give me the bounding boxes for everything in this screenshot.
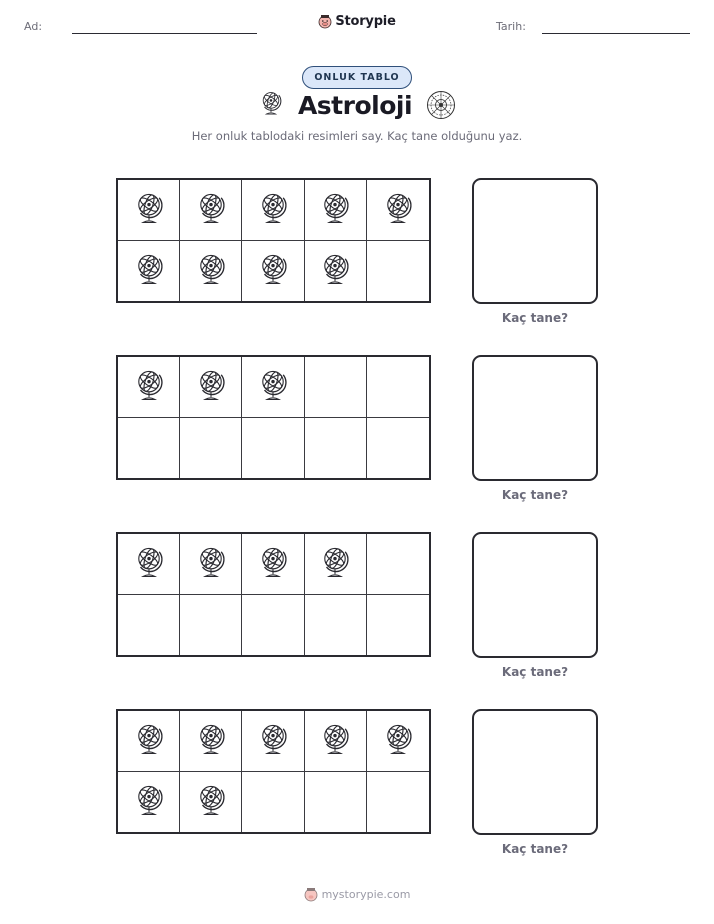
footer-url[interactable]: mystorypie.com — [321, 887, 411, 901]
ten-frame-cell — [367, 772, 429, 833]
ten-frame-cell — [180, 595, 242, 656]
armillary-globe-icon — [256, 252, 290, 290]
brand-name: Storypie — [335, 13, 396, 29]
armillary-globe-icon — [132, 368, 166, 406]
ten-frame-cell — [242, 418, 304, 479]
armillary-globe-icon — [194, 191, 228, 229]
ten-frame-cell — [242, 595, 304, 656]
ten-frame-cell — [242, 711, 304, 772]
ten-frame-2 — [116, 355, 431, 480]
armillary-globe-icon — [381, 191, 415, 229]
ten-frame-cell — [367, 357, 429, 418]
ten-frame-cell — [118, 534, 180, 595]
armillary-globe-icon — [194, 252, 228, 290]
worksheet-type-badge: ONLUK TABLO — [302, 66, 411, 89]
ten-frame-cell — [118, 180, 180, 241]
ten-frame-cell — [305, 241, 367, 302]
armillary-globe-icon — [318, 191, 352, 229]
ten-frame-cell — [305, 595, 367, 656]
armillary-globe-icon — [381, 722, 415, 760]
answer-box-4[interactable] — [472, 709, 598, 835]
ten-frame-cell — [367, 180, 429, 241]
date-label: Tarih: — [496, 20, 526, 33]
name-label: Ad: — [24, 20, 43, 33]
ten-frame-cell — [118, 241, 180, 302]
armillary-globe-icon — [318, 722, 352, 760]
armillary-globe-icon — [132, 252, 166, 290]
question-label-2: Kaç tane? — [501, 488, 569, 502]
pig-icon — [304, 886, 318, 902]
name-line[interactable] — [72, 33, 257, 34]
ten-frame-cell — [367, 534, 429, 595]
answer-box-3[interactable] — [472, 532, 598, 658]
question-label-1: Kaç tane? — [501, 311, 569, 325]
ten-frame-cell — [305, 180, 367, 241]
ten-frame-4 — [116, 709, 431, 834]
answer-box-2[interactable] — [472, 355, 598, 481]
ten-frame-cell — [242, 180, 304, 241]
ten-frame-cell — [180, 534, 242, 595]
ten-frame-cell — [180, 772, 242, 833]
armillary-globe-icon — [256, 368, 290, 406]
armillary-globe-icon — [256, 545, 290, 583]
ten-frame-cell — [367, 418, 429, 479]
armillary-globe-icon — [194, 545, 228, 583]
armillary-globe-icon — [194, 368, 228, 406]
armillary-globe-icon — [318, 252, 352, 290]
ten-frame-cell — [180, 418, 242, 479]
ten-frame-3 — [116, 532, 431, 657]
footer — [0, 886, 714, 902]
date-line[interactable] — [542, 33, 690, 34]
ten-frame-1 — [116, 178, 431, 303]
page-title: Astroloji — [297, 90, 413, 120]
question-label-3: Kaç tane? — [501, 665, 569, 679]
ten-frame-cell — [180, 711, 242, 772]
ten-frame-cell — [305, 418, 367, 479]
ten-frame-cell — [118, 711, 180, 772]
armillary-globe-icon — [318, 545, 352, 583]
ten-frame-cell — [180, 357, 242, 418]
ten-frame-cell — [180, 180, 242, 241]
armillary-globe-icon — [256, 191, 290, 229]
armillary-globe-icon — [132, 783, 166, 821]
question-label-4: Kaç tane? — [501, 842, 569, 856]
ten-frame-cell — [180, 241, 242, 302]
ten-frame-cell — [305, 772, 367, 833]
title-globe-icon — [258, 90, 284, 120]
ten-frame-cell — [118, 595, 180, 656]
pig-icon — [318, 13, 332, 29]
zodiac-wheel-icon — [426, 90, 456, 120]
ten-frame-cell — [242, 772, 304, 833]
ten-frame-cell — [242, 357, 304, 418]
armillary-globe-icon — [256, 722, 290, 760]
ten-frame-cell — [118, 357, 180, 418]
armillary-globe-icon — [132, 191, 166, 229]
ten-frame-cell — [242, 534, 304, 595]
armillary-globe-icon — [194, 783, 228, 821]
ten-frame-cell — [367, 241, 429, 302]
ten-frame-cell — [118, 772, 180, 833]
instructions: Her onluk tablodaki resimleri say. Kaç tane olduğunu yaz. — [191, 129, 523, 143]
armillary-globe-icon — [132, 722, 166, 760]
answer-box-1[interactable] — [472, 178, 598, 304]
ten-frame-cell — [367, 595, 429, 656]
ten-frame-cell — [305, 534, 367, 595]
ten-frame-cell — [118, 418, 180, 479]
ten-frame-cell — [305, 711, 367, 772]
brand-logo — [0, 13, 714, 29]
ten-frame-cell — [305, 357, 367, 418]
ten-frame-cell — [367, 711, 429, 772]
armillary-globe-icon — [194, 722, 228, 760]
armillary-globe-icon — [132, 545, 166, 583]
ten-frame-cell — [242, 241, 304, 302]
